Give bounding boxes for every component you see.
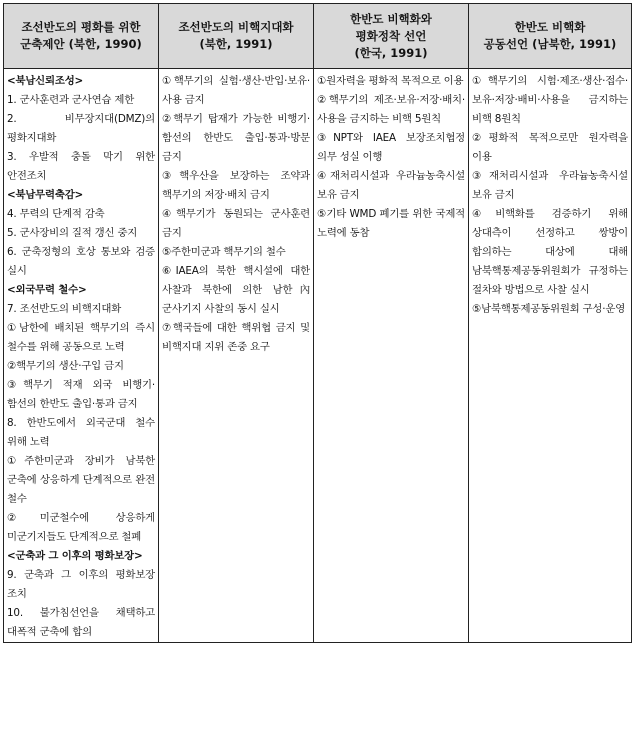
comparison-table: [3, 3, 632, 643]
col1-item: 4. 무력의 단계적 감축: [7, 208, 105, 220]
col1-item: 3. 우발적 충돌 막기 위한 안전조치: [7, 151, 155, 182]
col1-item: 5. 군사장비의 질적 갱신 중지: [7, 227, 138, 239]
col3-item: ④재처리시설과 우라늄농축시설 보유 금지: [317, 170, 465, 201]
col2-item: ⑤주한미군과 핵무기의 철수: [162, 246, 286, 258]
col2-item: ④핵무기가 동원되는 군사훈련 금지: [162, 208, 310, 239]
header-col4-line2: 공동선언 (남북한, 1991): [483, 37, 617, 51]
header-col1: [4, 4, 159, 69]
col1-item: ①남한에 배치된 핵무기의 즉시 철수를 위해 공동으로 노력: [7, 322, 155, 353]
col3-item: ②핵무기의 제조·보유·저장·배치·사용을 금지하는 비핵 5원칙: [317, 94, 465, 125]
cell-col3: [314, 69, 469, 643]
col4-item: ④비핵화를 검증하기 위해 상대측이 선정하고 쌍방이 합의하는 대상에 대해 남북핵통제공동위원회가 규정하는 절차와 방법으로 사찰 실시: [472, 208, 628, 296]
col1-item: 6. 군축정형의 호상 통보와 검증 실시: [7, 246, 155, 277]
header-row: [4, 4, 632, 69]
content-row: [4, 69, 632, 643]
col1-item: 8. 한반도에서 외국군대 철수 위해 노력: [7, 417, 155, 448]
cell-col2: [159, 69, 314, 643]
col1-item: ②핵무기의 생산·구입 금지: [7, 360, 124, 372]
col4-item: ②평화적 목적으로만 원자력을 이용: [472, 132, 628, 163]
col2-item: ②핵무기 탑재가 가능한 비행기·함선의 한반도 출입·통과·방문 금지: [162, 113, 310, 163]
col1-item: ①주한미군과 장비가 남북한 군축에 상응하게 단계적으로 완전 철수: [7, 455, 155, 505]
header-col1-line1: 조선반도의 평화를 위한: [21, 20, 141, 34]
col1-item: 2. 비무장지대(DMZ)의 평화지대화: [7, 113, 155, 144]
col4-item: ⑤남북핵통제공동위원회 구성·운영: [472, 303, 626, 315]
col1-item: <군축과 그 이후의 평화보장>: [7, 550, 143, 562]
header-col2-line2: (북한, 1991): [199, 37, 273, 51]
header-col4: [469, 4, 632, 69]
col3-item: ①원자력을 평화적 목적으로 이용: [317, 75, 464, 87]
col2-item: ⑥IAEA의 북한 핵시설에 대한 사찰과 북한에 의한 남한內 군사기지 사찰의 동시 실시: [162, 265, 310, 315]
col1-item: <외국무력 철수>: [7, 284, 87, 296]
col1-item: 1. 군사훈련과 군사연습 제한: [7, 94, 135, 106]
col2-item: ⑦핵국들에 대한 핵위협 금지 및 비핵지대 지위 존중 요구: [162, 322, 310, 353]
col4-item: ①핵무기의 시험·제조·생산·접수·보유·저장·배비·사용을 금지하는 비핵 8원칙: [472, 75, 628, 125]
header-col2-line1: 조선반도의 비핵지대화: [178, 20, 294, 34]
col1-item: <북남신뢰조성>: [7, 75, 84, 87]
header-col2: [159, 4, 314, 69]
col2-item: ①핵무기의 실험·생산·반입·보유·사용 금지: [162, 75, 310, 106]
cell-col1: [4, 69, 159, 643]
cell-col4: [469, 69, 632, 643]
header-col3-line2: 평화정착 선언: [355, 28, 427, 43]
col1-item: <북남무력축감>: [7, 189, 84, 201]
header-col4-line1: 한반도 비핵화: [514, 20, 586, 34]
col1-item: ②미군철수에 상응하게 미군기지들도 단계적으로 철폐: [7, 512, 155, 543]
header-col3: [314, 4, 469, 69]
col2-item: ③핵우산을 보장하는 조약과 핵무기의 저장·배치 금지: [162, 170, 310, 201]
col3-item: ⑤기타 WMD 폐기를 위한 국제적 노력에 동참: [317, 208, 465, 239]
col1-item: ③핵무기 적재 외국 비행기·함선의 한반도 출입·통과 금지: [7, 379, 155, 410]
header-col3-line1: 한반도 비핵화와: [350, 11, 432, 26]
col1-item: 9. 군축과 그 이후의 평화보장 조치: [7, 569, 155, 600]
col1-item: 10. 불가침선언을 채택하고 대폭적 군축에 합의: [7, 607, 155, 638]
col4-item: ③재처리시설과 우라늄농축시설 보유 금지: [472, 170, 628, 201]
col3-item: ③NPT와 IAEA 보장조치협정 의무 성실 이행: [317, 132, 465, 163]
header-col3-line3: (한국, 1991): [354, 45, 428, 60]
col1-item: 7. 조선반도의 비핵지대화: [7, 303, 122, 315]
header-col1-line2: 군축제안 (북한, 1990): [20, 37, 142, 51]
